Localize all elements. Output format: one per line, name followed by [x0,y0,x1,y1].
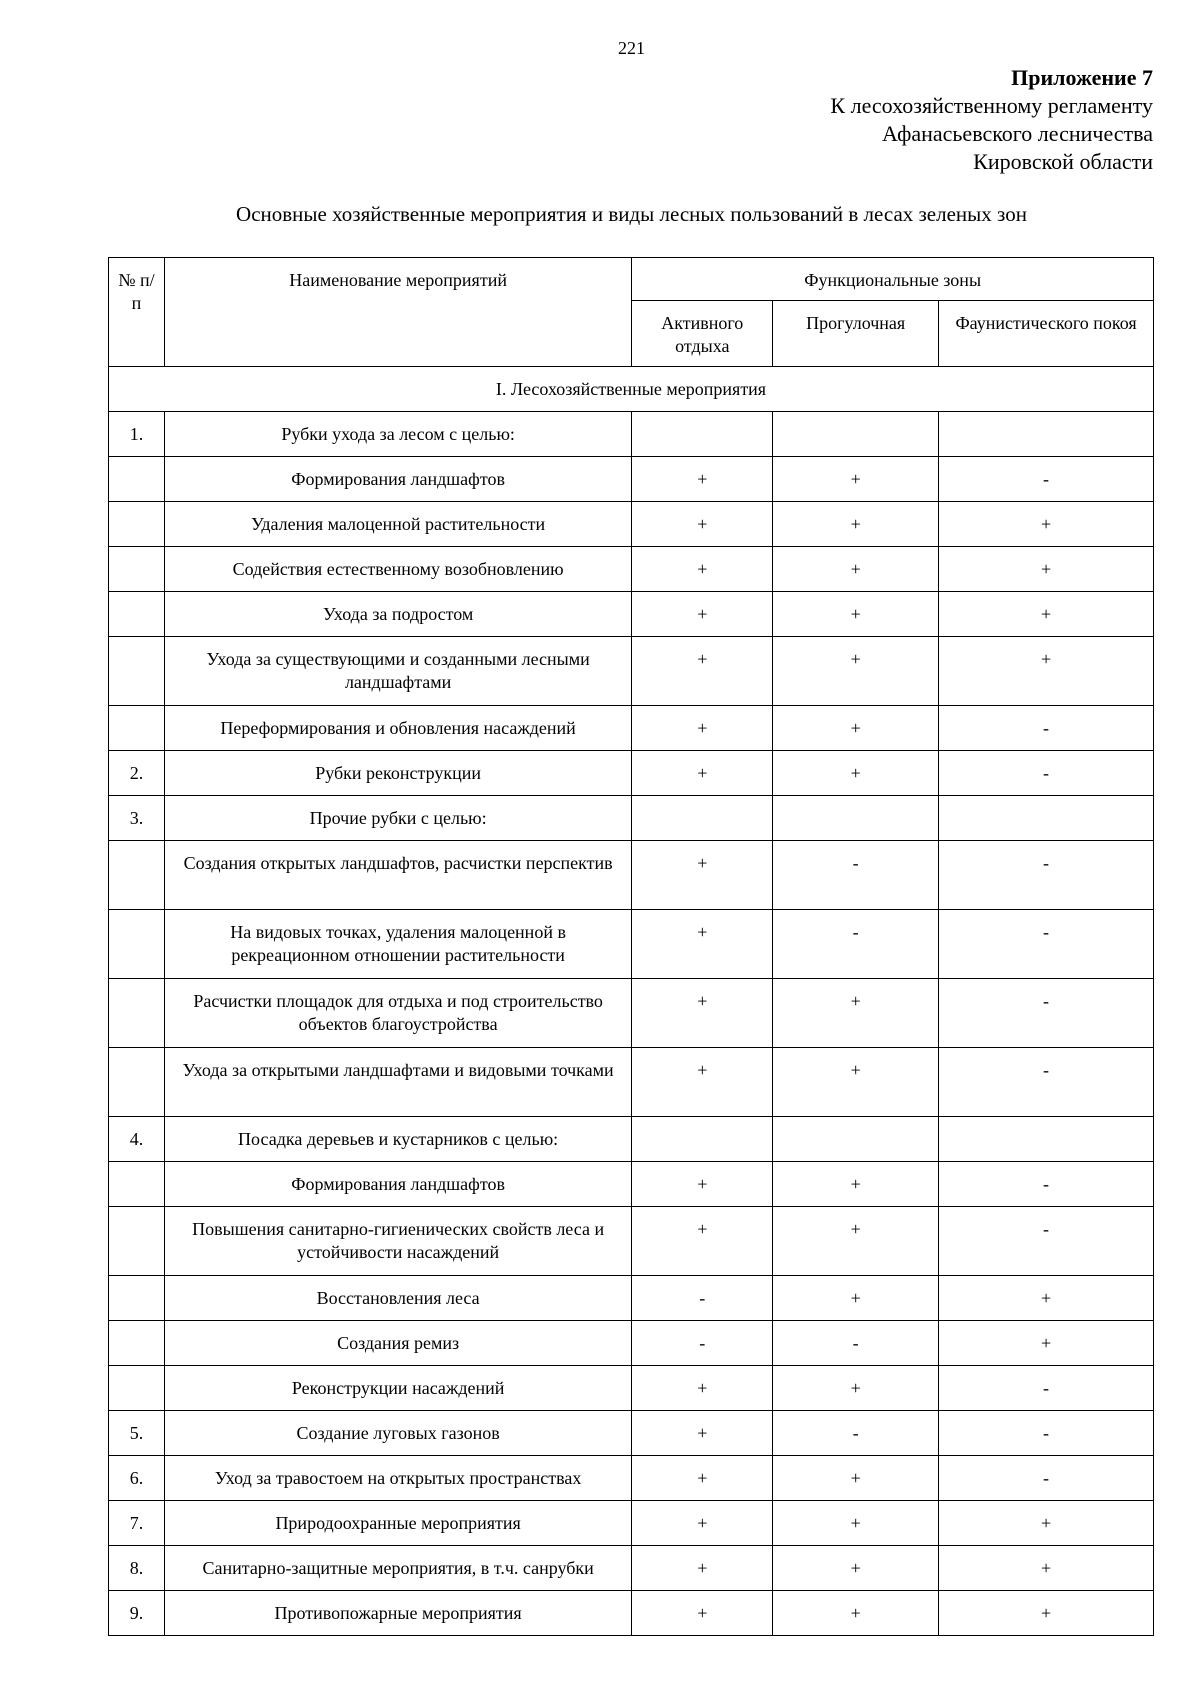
cell-num [109,1048,165,1117]
cell-walk: + [773,1456,939,1501]
cell-fauna: - [939,706,1154,751]
cell-num [109,1321,165,1366]
cell-num: 9. [109,1591,165,1636]
cell-walk: + [773,1366,939,1411]
cell-fauna: + [939,1321,1154,1366]
cell-active: + [632,1411,773,1456]
header-walk: Прогулочная [773,301,939,367]
header-num: № п/п [109,258,165,367]
appendix-title: Приложение 7 [1011,65,1153,90]
cell-fauna: - [939,1207,1154,1276]
cell-active: + [632,1162,773,1207]
cell-active [632,1117,773,1162]
cell-walk: + [773,1501,939,1546]
table-row [109,910,1154,979]
cell-walk: - [773,841,939,910]
cell-name: На видовых точках, удаления малоценной в рекреационном отношении растительности [164,910,631,979]
cell-walk: - [773,910,939,979]
activities-table [108,257,1154,1636]
cell-num: 6. [109,1456,165,1501]
cell-walk: + [773,1546,939,1591]
cell-walk: + [773,706,939,751]
cell-name: Формирования ландшафтов [164,1162,631,1207]
cell-name: Содействия естественному возобновлению [164,547,631,592]
table-row [109,592,1154,637]
cell-active: + [632,457,773,502]
table-row [109,457,1154,502]
appendix-block [830,64,1153,176]
cell-name: Расчистки площадок для отдыха и под строительство объектов благоустройства [164,979,631,1048]
cell-walk: + [773,1162,939,1207]
cell-num: 2. [109,751,165,796]
header-name: Наименование мероприятий [164,258,631,367]
cell-active: + [632,502,773,547]
cell-num: 3. [109,796,165,841]
cell-num [109,592,165,637]
table-row [109,1117,1154,1162]
cell-fauna: - [939,457,1154,502]
table-row [109,1591,1154,1636]
table-row [109,841,1154,910]
cell-walk: + [773,592,939,637]
cell-active: + [632,1207,773,1276]
cell-num: 1. [109,412,165,457]
section-heading: I. Лесохозяйственные мероприятия [109,367,1154,412]
cell-walk: + [773,1048,939,1117]
cell-fauna [939,796,1154,841]
cell-walk: - [773,1411,939,1456]
cell-num: 4. [109,1117,165,1162]
header-active: Активного отдыха [632,301,773,367]
table-row [109,706,1154,751]
cell-walk: + [773,1591,939,1636]
cell-name: Посадка деревьев и кустарников с целью: [164,1117,631,1162]
cell-fauna: + [939,547,1154,592]
table-row [109,1048,1154,1117]
table-row [109,1456,1154,1501]
table-row [109,1321,1154,1366]
cell-name: Рубки ухода за лесом с целью: [164,412,631,457]
cell-active [632,412,773,457]
cell-fauna: + [939,592,1154,637]
cell-walk [773,796,939,841]
cell-walk: + [773,502,939,547]
cell-active [632,796,773,841]
table-row [109,796,1154,841]
cell-num [109,502,165,547]
table-row [109,979,1154,1048]
table-row [109,502,1154,547]
cell-name: Прочие рубки с целью: [164,796,631,841]
cell-num [109,910,165,979]
cell-active: + [632,706,773,751]
cell-fauna: + [939,1591,1154,1636]
cell-walk: + [773,1207,939,1276]
table-row [109,637,1154,706]
cell-fauna: - [939,841,1154,910]
cell-walk: - [773,1321,939,1366]
cell-fauna: - [939,1411,1154,1456]
cell-num [109,637,165,706]
cell-active: + [632,547,773,592]
cell-name: Переформирования и обновления насаждений [164,706,631,751]
cell-active: + [632,1546,773,1591]
cell-fauna [939,412,1154,457]
cell-active: - [632,1321,773,1366]
cell-name: Создания открытых ландшафтов, расчистки перспектив [164,841,631,910]
table-row [109,1366,1154,1411]
appendix-line-1: К лесохозяйственному регламенту [830,93,1153,118]
cell-walk: + [773,547,939,592]
table-row [109,547,1154,592]
table-row [109,1276,1154,1321]
cell-active: + [632,910,773,979]
cell-active: + [632,1501,773,1546]
cell-name: Создания ремиз [164,1321,631,1366]
cell-active: + [632,751,773,796]
cell-name: Уход за травостоем на открытых пространствах [164,1456,631,1501]
cell-active: + [632,841,773,910]
cell-name: Восстановления леса [164,1276,631,1321]
appendix-line-2: Афанасьевского лесничества [882,121,1153,146]
cell-active: + [632,1048,773,1117]
cell-num: 7. [109,1501,165,1546]
cell-name: Создание луговых газонов [164,1411,631,1456]
cell-walk [773,412,939,457]
cell-num [109,1366,165,1411]
cell-active: + [632,637,773,706]
cell-fauna [939,1117,1154,1162]
cell-num [109,979,165,1048]
cell-name: Природоохранные мероприятия [164,1501,631,1546]
table-row [109,1207,1154,1276]
cell-active: + [632,979,773,1048]
cell-name: Ухода за существующими и созданными лесными ландшафтами [164,637,631,706]
cell-walk: + [773,1276,939,1321]
appendix-line-3: Кировской области [973,149,1153,174]
table-row [109,1411,1154,1456]
header-fauna: Фаунистического покоя [939,301,1154,367]
cell-fauna: - [939,979,1154,1048]
cell-fauna: + [939,1276,1154,1321]
cell-walk: + [773,751,939,796]
cell-active: + [632,1591,773,1636]
table-row [109,1162,1154,1207]
cell-fauna: + [939,1501,1154,1546]
cell-name: Повышения санитарно-гигиенических свойств леса и устойчивости насаждений [164,1207,631,1276]
cell-num [109,547,165,592]
table-row [109,751,1154,796]
cell-active: + [632,1456,773,1501]
cell-name: Ухода за открытыми ландшафтами и видовыми точками [164,1048,631,1117]
document-title: Основные хозяйственные мероприятия и виды лесных пользований в лесах зеленых зон [236,202,1027,226]
cell-num [109,841,165,910]
cell-fauna: + [939,1546,1154,1591]
table-row [109,1501,1154,1546]
cell-active: + [632,592,773,637]
header-zones: Функциональные зоны [632,258,1154,301]
cell-num: 8. [109,1546,165,1591]
cell-num [109,706,165,751]
cell-fauna: - [939,910,1154,979]
cell-walk: + [773,979,939,1048]
cell-num [109,1207,165,1276]
cell-active: + [632,1366,773,1411]
cell-name: Рубки реконструкции [164,751,631,796]
cell-fauna: + [939,502,1154,547]
cell-num [109,1276,165,1321]
cell-num [109,1162,165,1207]
cell-name: Противопожарные мероприятия [164,1591,631,1636]
cell-name: Удаления малоценной растительности [164,502,631,547]
cell-fauna: - [939,1162,1154,1207]
cell-num: 5. [109,1411,165,1456]
cell-name: Санитарно-защитные мероприятия, в т.ч. санрубки [164,1546,631,1591]
cell-fauna: - [939,751,1154,796]
cell-fauna: - [939,1456,1154,1501]
cell-name: Ухода за подростом [164,592,631,637]
cell-fauna: + [939,637,1154,706]
cell-fauna: - [939,1048,1154,1117]
cell-name: Реконструкции насаждений [164,1366,631,1411]
cell-walk: + [773,457,939,502]
page-number: 221 [618,38,645,58]
table-row [109,1546,1154,1591]
cell-name: Формирования ландшафтов [164,457,631,502]
cell-fauna: - [939,1366,1154,1411]
table-row [109,412,1154,457]
cell-walk [773,1117,939,1162]
cell-walk: + [773,637,939,706]
cell-num [109,457,165,502]
cell-active: - [632,1276,773,1321]
